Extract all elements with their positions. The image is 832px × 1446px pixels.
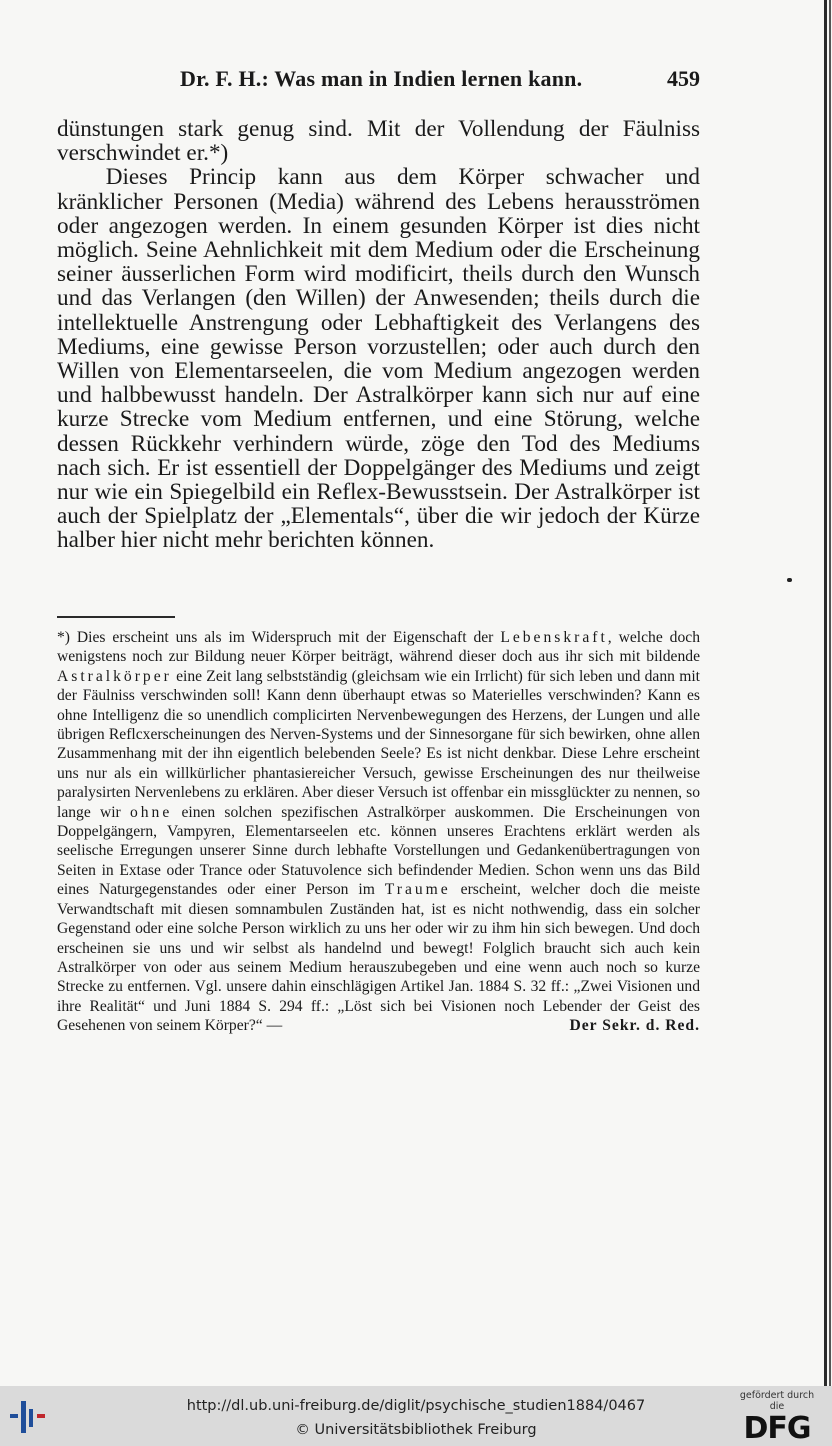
running-title: Dr. F. H.: Was man in Indien lernen kann. (180, 66, 583, 91)
dfg-logo[interactable] (732, 1390, 822, 1446)
footnote-rule (57, 616, 175, 618)
dfg-logo-text: DFG (743, 1411, 811, 1446)
page-number: 459 (667, 66, 700, 91)
page-edge-line (829, 0, 831, 1386)
scan-speck (787, 578, 792, 582)
spaced-traume: Traume (384, 881, 451, 899)
dfg-funding-label: gefördert durch die (739, 1390, 815, 1412)
page-edge-shadow (824, 0, 827, 1386)
spaced-ohne: ohne (129, 803, 173, 821)
copyright-notice: © Universitätsbibliothek Freiburg (295, 1422, 537, 1438)
footnote-text-4: einen solchen spezifischen Astralkörper auskommen. Die Erscheinungen von Doppelgängern, Vampyren, Elementarseelen etc. können unseres Erachtens erklärt werden als seelische Erregungen unserer Sinne durch lebhafte Vorstellungen und Gedankenübertragungen von Seiten in Extase oder Trance oder Statuvolence sich befindender Medien. Schon wenn uns das Bild eines Naturgegenstandes oder einer Person im (57, 803, 700, 899)
spaced-lebenskraft: Lebenskraft (500, 629, 608, 646)
paragraph-continuation: dünstungen stark genug sind. Mit der Vollendung der Fäulniss verschwindet er.*) (57, 116, 700, 167)
running-header (180, 66, 700, 96)
footnote (57, 628, 700, 1036)
footnote-text-1: *) Dies erscheint uns als im Widerspruch mit der Eigenschaft der (57, 629, 501, 646)
footnote-text-2: , welche doch wenigstens noch zur Bildung neuer Körper beiträgt, während dieser doch aus ihr sich mit bildende (57, 629, 700, 666)
footnote-text-5: erscheint, welcher doch die meiste Verwandtschaft mit diesen somnambulen Zuständen hat, ist es nicht nothwendig, dass ein solcher Gegenstand oder eine solche Person wirklich zu uns her oder wir zu ihm hin sich bewegen. Und doch erscheinen sie uns und wir selbst als handelnd und bewegt! Folglich braucht sich auch kein Astralkörper von oder aus seinem Medium herauszubegeben und eine wenn auch noch so kurze Strecke zu entfernen. Vgl. unsere dahin einschlägigen Artikel Jan. 1884 S. 32 ff.: „Zwei Visionen und ihre Realität“ und Juni 1884 S. 294 ff.: „Löst sich bei Visionen noch Lebender der Geist des Gesehenen von seinem Körper?“ — (57, 881, 700, 1035)
permalink-url[interactable]: http://dl.ub.uni-freiburg.de/diglit/psychische_studien1884/0467 (186, 1398, 646, 1414)
body-text (57, 117, 700, 553)
footnote-signature: Der Sekr. d. Red. (569, 1017, 700, 1035)
footnote-text-3: eine Zeit lang selbstständig (gleichsam wie ein Irrlicht) für sich leben und dann mit der Fäulniss verschwinden soll! Kann denn überhaupt etwas so Materielles verschwinden? Kann es ohne Intelligenz die so unendlich complicirten Nervenbewegungen des Herzens, der Lungen und alle übrigen Reflcxerscheinungen des Nerven-Systems und der Sinnesorgane für sich bewirken, ohne allen Zusammenhang mit der ihn eigentlich belebenden Seele? Es ist nicht denkbar. Diese Lehre erscheint uns nur als ein willkürlicher phantasiereicher Versuch, gewisse Erscheinungen des nur theilweise paralysirten Nervenlebens zu erklären. Aber dieser Versuch ist offenbar ein missglückter zu nennen, so lange wir (57, 667, 700, 821)
viewer-footer (0, 1386, 832, 1446)
spaced-astralkoerper: Astralkörper (57, 667, 172, 685)
paragraph-astral-body: Dieses Princip kann aus dem Körper schwacher und kränklicher Personen (Media) während des Lebens herausströmen oder angezogen werden. In einem gesunden Körper ist dies nicht möglich. Seine Aehnlichkeit mit dem Medium oder die Erscheinung seiner äusserlichen Form wird modificirt, theils durch den Wunsch und das Verlangen (den Willen) der Anwesenden; theils durch die intellektuelle Anstrengung oder Lebhaftigkeit des Verlangens des Mediums, eine gewisse Person vorzustellen; oder auch durch den Willen von Elementarseelen, die vom Medium angezogen werden und halbbewusst handeln. Der Astralkörper kann sich nur auf eine kurze Strecke vom Medium entfernen, und eine Störung, welche dessen Rückkehr verhindern würde, zöge den Tod des Mediums nach sich. Er ist essentiell der Doppelgänger des Mediums und zeigt nur wie ein Spiegelbild ein Reflex-Bewusstsein. Der Astralkörper ist auch der Spielplatz der „Elementals“, über die wir jedoch der Kürze halber hier nicht mehr berichten können. (57, 164, 700, 554)
